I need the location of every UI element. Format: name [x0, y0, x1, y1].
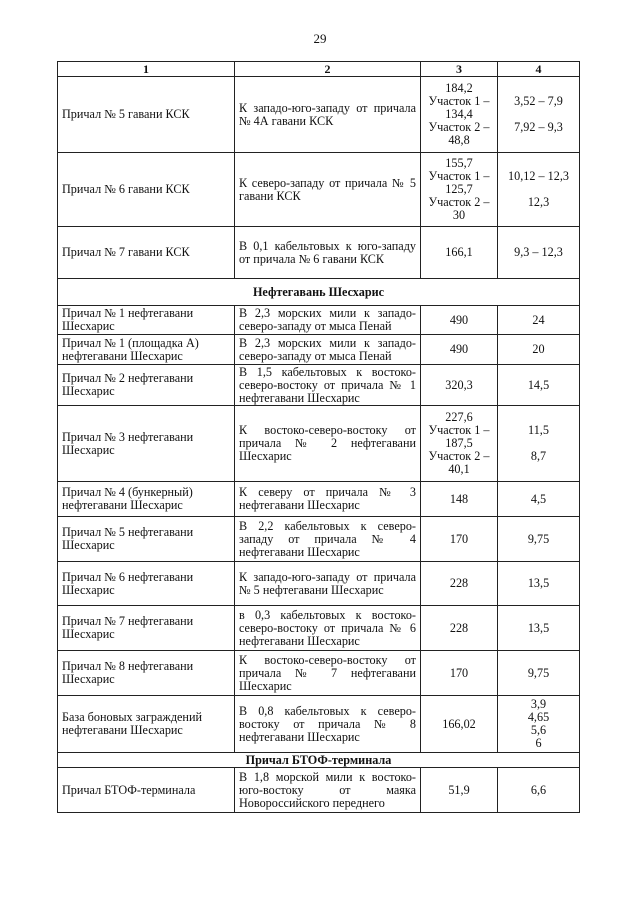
berth-length-line: 166,1 — [445, 245, 473, 259]
berth-length — [421, 696, 498, 753]
table-row — [58, 768, 580, 813]
berth-depth-line — [502, 134, 575, 147]
berth-depth-line: 3,52 – 7,9 — [514, 94, 563, 108]
berth-location: В 2,2 кабельтовых к северо-западу от причала № 4 нефтегавани Шесхарис — [235, 517, 421, 562]
berth-depth-line: 7,92 – 9,3 — [514, 120, 563, 134]
berth-depth-line: 5,6 — [530, 723, 547, 737]
berth-length-line: 184,2 — [445, 81, 473, 95]
berth-location: В 0,1 кабельтовых к юго-западу от причала № 6 гавани КСК — [235, 227, 421, 279]
berth-length-line: 166,02 — [442, 716, 476, 731]
berth-location: К северо-западу от причала № 5 гавани КСК — [235, 153, 421, 227]
berth-name: Причал № 6 нефтегавани Шесхарис — [58, 562, 235, 606]
berth-length — [421, 335, 498, 365]
berth-name: Причал БТОФ-терминала — [58, 768, 235, 813]
berth-length — [421, 562, 498, 606]
berth-length-line: 30 — [452, 208, 466, 222]
berth-depth-line: 24 — [532, 312, 545, 327]
berth-depth-line: 3,9 — [530, 697, 547, 711]
berth-location: В 0,8 кабельтовых к северо-востоку от причала № 8 нефтегавани Шесхарис — [235, 696, 421, 753]
berth-length-line: Участок 2 – — [428, 449, 490, 463]
berth-length-line: 490 — [449, 312, 469, 327]
berth-depth — [498, 651, 580, 696]
berth-name: Причал № 7 нефтегавани Шесхарис — [58, 606, 235, 651]
berth-location: В 1,8 морской мили к востоко-юго-востоку от маяка Новороссийского переднего — [235, 768, 421, 813]
table-row — [58, 306, 580, 335]
berth-length-line: 170 — [449, 665, 469, 680]
berth-depth — [498, 517, 580, 562]
berth-length — [421, 651, 498, 696]
berth-location: В 2,3 морских мили к западо-северо-западу от мыса Пенай — [235, 306, 421, 335]
column-header-4: 4 — [498, 62, 580, 77]
section-row — [58, 753, 580, 768]
table-header-row — [58, 62, 580, 77]
berth-depth — [498, 696, 580, 753]
berth-length-line: 227,6 — [445, 410, 473, 424]
berth-length-line: Участок 1 – — [428, 94, 490, 108]
berth-depth — [498, 306, 580, 335]
table-row — [58, 482, 580, 517]
berth-length-line: 187,5 — [445, 436, 473, 450]
table-body — [58, 77, 580, 813]
berth-depth-line: 4,5 — [530, 491, 547, 506]
berth-location: В 1,5 кабельтовых к востоко-северо-востоку от причала № 1 нефтегавани Шесхарис — [235, 365, 421, 406]
berth-length-line: 170 — [449, 531, 469, 546]
berth-location: К западо-юго-западу от причала № 4А гавани КСК — [235, 77, 421, 153]
column-header-2: 2 — [235, 62, 421, 77]
berth-length-line: Участок 2 – — [428, 195, 490, 209]
berth-depth — [498, 77, 580, 153]
berth-length — [421, 365, 498, 406]
berth-depth — [498, 227, 580, 279]
berth-length-line: 40,1 — [448, 462, 470, 476]
table-row — [58, 517, 580, 562]
berth-depth — [498, 365, 580, 406]
berth-name: Причал № 7 гавани КСК — [58, 227, 235, 279]
page-number: 29 — [313, 31, 327, 46]
berth-location: К западо-юго-западу от причала № 5 нефтегавани Шесхарис — [235, 562, 421, 606]
berth-depth-line — [502, 463, 575, 476]
berth-length-line: 51,9 — [448, 782, 470, 797]
berth-depth — [498, 562, 580, 606]
berth-length-line: 48,8 — [448, 133, 470, 147]
table-row — [58, 335, 580, 365]
berth-depth-line: 6 — [535, 736, 542, 750]
berth-length — [421, 482, 498, 517]
berth-name: Причал № 4 (бункерный) нефтегавани Шесхарис — [58, 482, 235, 517]
table-row — [58, 562, 580, 606]
berth-length-line: 155,7 — [445, 156, 473, 170]
berth-depth-line: 13,5 — [527, 576, 550, 590]
berth-depth — [498, 606, 580, 651]
berth-name: База боновых заграждений нефтегавани Шесхарис — [58, 696, 235, 753]
berth-depth — [498, 482, 580, 517]
berth-location: К востоко-северо-востоку от причала № 7 нефтегавани Шесхарис — [235, 651, 421, 696]
berth-depth — [498, 406, 580, 482]
table-row — [58, 651, 580, 696]
berth-length-line: 228 — [449, 576, 469, 590]
berth-length-line: Участок 1 – — [428, 169, 490, 183]
berth-length-line: 320,3 — [445, 377, 473, 392]
berth-depth-line: 14,5 — [527, 377, 550, 392]
berth-length — [421, 153, 498, 227]
berth-name: Причал № 8 нефтегавани Шесхарис — [58, 651, 235, 696]
berth-length — [421, 77, 498, 153]
berth-length-line: 228 — [449, 620, 469, 635]
berth-location: К северу от причала № 3 нефтегавани Шесхарис — [235, 482, 421, 517]
table-row — [58, 406, 580, 482]
berth-length-line: Участок 2 – — [428, 120, 490, 134]
berth-length — [421, 306, 498, 335]
berth-length — [421, 768, 498, 813]
berth-name: Причал № 1 (площадка А) нефтегавани Шесхарис — [58, 335, 235, 365]
berth-depth-line: 12,3 — [527, 195, 550, 209]
berth-length-line: 148 — [449, 491, 469, 506]
berth-length-line: Участок 1 – — [428, 423, 490, 437]
berth-depth-line: 9,75 — [527, 531, 550, 546]
column-header-1: 1 — [58, 62, 235, 77]
berth-length — [421, 606, 498, 651]
berth-depth-line: 20 — [532, 342, 545, 356]
section-row — [58, 279, 580, 306]
berth-length — [421, 227, 498, 279]
berth-depth — [498, 768, 580, 813]
table-row — [58, 606, 580, 651]
berth-length-line: 134,4 — [445, 107, 473, 121]
table-row — [58, 365, 580, 406]
section-title: Причал БТОФ-терминала — [58, 753, 580, 768]
berth-name: Причал № 1 нефтегавани Шесхарис — [58, 306, 235, 335]
berth-depth-line: 9,75 — [527, 665, 550, 680]
berth-depth-line: 13,5 — [527, 620, 550, 635]
berth-depth-line: 6,6 — [530, 782, 547, 797]
berth-location: В 2,3 морских мили к западо-северо-западу от мыса Пенай — [235, 335, 421, 365]
berth-name: Причал № 3 нефтегавани Шесхарис — [58, 406, 235, 482]
berth-depth-line: 11,5 — [528, 423, 549, 437]
berth-name: Причал № 2 нефтегавани Шесхарис — [58, 365, 235, 406]
berth-depth — [498, 153, 580, 227]
berth-name: Причал № 5 нефтегавани Шесхарис — [58, 517, 235, 562]
berth-depth — [498, 335, 580, 365]
berth-location: в 0,3 кабельтовых к востоко-северо-востоку от причала № 6 нефтегавани Шесхарис — [235, 606, 421, 651]
berth-length-line: 125,7 — [445, 182, 473, 196]
section-title: Нефтегавань Шесхарис — [58, 279, 580, 306]
table-row — [58, 153, 580, 227]
berth-depth-line: 9,3 – 12,3 — [514, 245, 563, 259]
berth-name: Причал № 5 гавани КСК — [58, 77, 235, 153]
column-header-3: 3 — [421, 62, 498, 77]
berth-depth-line: 8,7 — [530, 449, 547, 463]
table-row — [58, 696, 580, 753]
table-row — [58, 227, 580, 279]
berth-name: Причал № 6 гавани КСК — [58, 153, 235, 227]
berth-location: К востоко-северо-востоку от причала № 2 нефтегавани Шесхарис — [235, 406, 421, 482]
berth-depth-line: 4,65 — [527, 710, 550, 724]
berth-depth-line — [502, 209, 575, 222]
berths-table — [57, 61, 580, 813]
berth-depth-line: 10,12 – 12,3 — [508, 169, 569, 183]
table-row — [58, 77, 580, 153]
berth-length — [421, 406, 498, 482]
berth-length — [421, 517, 498, 562]
berth-length-line: 490 — [449, 342, 469, 356]
